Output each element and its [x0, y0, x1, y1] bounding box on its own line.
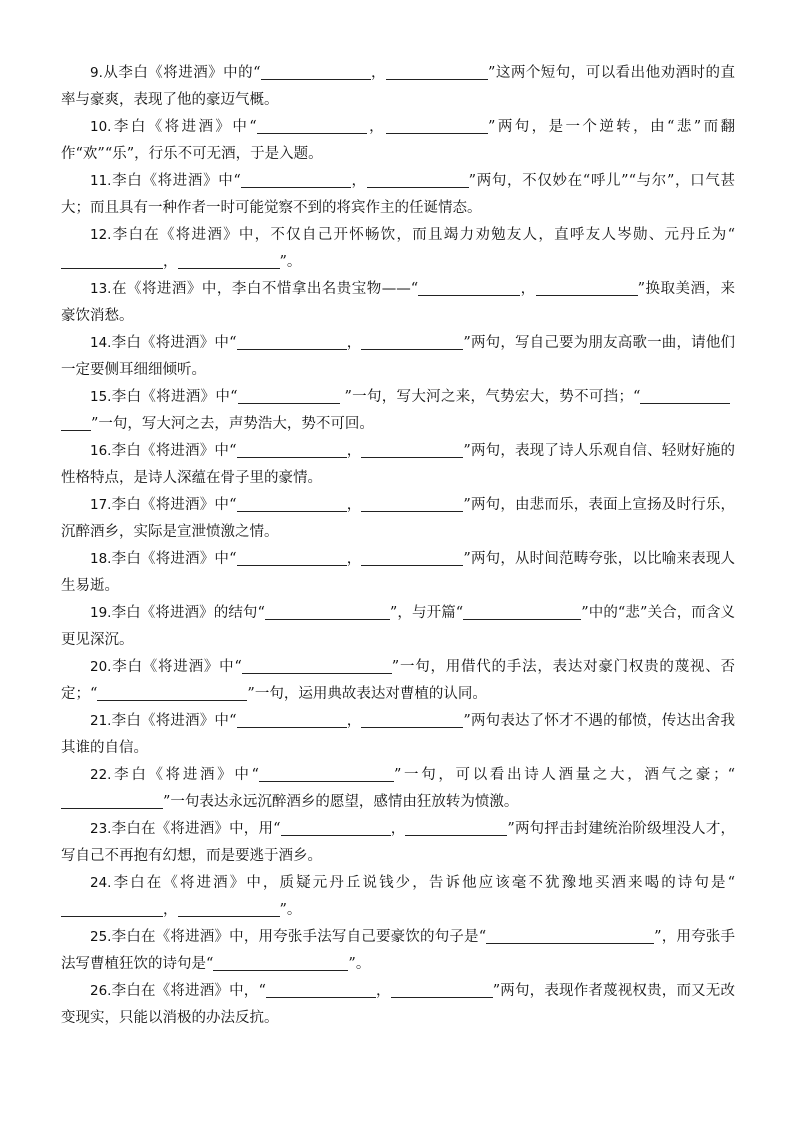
question-list	[61, 60, 735, 1032]
answer-blank[interactable]	[386, 115, 488, 134]
question-12: 12.李白在《将进酒》中，不仅自己开怀畅饮，而且竭力劝勉友人，直呼友人岑勋、元丹丘为“， ”。	[61, 222, 735, 276]
answer-blank[interactable]	[61, 250, 163, 269]
answer-blank[interactable]	[418, 277, 520, 296]
answer-blank[interactable]	[61, 790, 163, 809]
answer-blank[interactable]	[259, 763, 394, 782]
answer-blank[interactable]	[237, 493, 347, 512]
answer-blank[interactable]	[213, 952, 348, 971]
answer-blank[interactable]	[391, 979, 493, 998]
question-11: 11.李白《将进酒》中“ ， ”两句，不仅妙在“呼儿”“与尔”，口气甚大；而且具有一种作者一时可能觉察不到的将宾作主的任诞情态。	[61, 168, 735, 222]
answer-blank[interactable]	[361, 709, 463, 728]
answer-blank[interactable]	[361, 547, 463, 566]
answer-blank[interactable]	[242, 655, 392, 674]
answer-blank[interactable]	[536, 277, 638, 296]
answer-blank[interactable]	[265, 601, 390, 620]
question-16: 16.李白《将进酒》中“ ， ”两句，表现了诗人乐观自信、轻财好施的性格特点，是诗人深蕴在骨子里的豪情。	[61, 438, 735, 492]
answer-blank[interactable]	[405, 817, 507, 836]
question-18: 18.李白《将进酒》中“ ， ”两句，从时间范畴夸张，以比喻来表现人生易逝。	[61, 546, 735, 600]
answer-blank[interactable]	[361, 493, 463, 512]
question-24: 24.李白在《将进酒》中，质疑元丹丘说钱少，告诉他应该毫不犹豫地买酒来喝的诗句是“， ”。	[61, 870, 735, 924]
answer-blank[interactable]	[640, 385, 730, 404]
answer-blank[interactable]	[61, 412, 91, 431]
answer-blank[interactable]	[241, 169, 351, 188]
question-22: 22.李白《将进酒》中“ ”一句，可以看出诗人酒量之大，酒气之豪；“”一句表达永远沉醉酒乡的愿望，感情由狂放转为愤激。	[61, 762, 735, 816]
answer-blank[interactable]	[361, 331, 463, 350]
question-26: 26.李白在《将进酒》中，“ ， ”两句，表现作者蔑视权贵，而又无改变现实，只能以消极的办法反抗。	[61, 978, 735, 1032]
question-19: 19.李白《将进酒》的结句“ ”，与开篇“ ”中的“悲”关合，而含义更见深沉。	[61, 600, 735, 654]
answer-blank[interactable]	[257, 115, 367, 134]
answer-blank[interactable]	[261, 61, 371, 80]
answer-blank[interactable]	[237, 547, 347, 566]
question-21: 21.李白《将进酒》中“ ， ”两句表达了怀才不遇的郁愤，传达出舍我其谁的自信。	[61, 708, 735, 762]
answer-blank[interactable]	[237, 709, 347, 728]
answer-blank[interactable]	[386, 61, 488, 80]
question-10: 10.李白《将进酒》中“ ， ”两句，是一个逆转，由“悲”而翻作“欢”“乐”，行乐不可无酒，于是入题。	[61, 114, 735, 168]
answer-blank[interactable]	[237, 439, 347, 458]
question-15: 15.李白《将进酒》中“ ”一句，写大河之来，气势宏大，势不可挡；“ ”一句，写大河之去，声势浩大，势不可回。	[61, 384, 735, 438]
question-23: 23.李白在《将进酒》中，用“ ， ”两句抨击封建统治阶级埋没人才，写自己不再抱有幻想，而是要逃于酒乡。	[61, 816, 735, 870]
answer-blank[interactable]	[361, 439, 463, 458]
question-17: 17.李白《将进酒》中“ ， ”两句，由悲而乐，表面上宣扬及时行乐，沉醉酒乡，实际是宣泄愤激之情。	[61, 492, 735, 546]
answer-blank[interactable]	[367, 169, 469, 188]
question-20: 20.李白《将进酒》中“ ”一句，用借代的手法，表达对豪门权贵的蔑视、否定；“ ”一句，运用典故表达对曹植的认同。	[61, 654, 735, 708]
answer-blank[interactable]	[266, 979, 376, 998]
answer-blank[interactable]	[97, 682, 247, 701]
answer-blank[interactable]	[486, 925, 654, 944]
answer-blank[interactable]	[238, 385, 340, 404]
answer-blank[interactable]	[281, 817, 391, 836]
answer-blank[interactable]	[463, 601, 581, 620]
answer-blank[interactable]	[178, 250, 280, 269]
question-25: 25.李白在《将进酒》中，用夸张手法写自己要豪饮的句子是“ ”，用夸张手法写曹植狂饮的诗句是“ ”。	[61, 924, 735, 978]
question-9: 9.从李白《将进酒》中的“ ， ”这两个短句，可以看出他劝酒时的直率与豪爽，表现了他的豪迈气概。	[61, 60, 735, 114]
answer-blank[interactable]	[237, 331, 347, 350]
answer-blank[interactable]	[178, 898, 280, 917]
question-14: 14.李白《将进酒》中“ ， ”两句，写自己要为朋友高歌一曲，请他们一定要侧耳细细倾听。	[61, 330, 735, 384]
answer-blank[interactable]	[61, 898, 163, 917]
question-13: 13.在《将进酒》中，李白不惜拿出名贵宝物——“ ， ”换取美酒，来豪饮消愁。	[61, 276, 735, 330]
